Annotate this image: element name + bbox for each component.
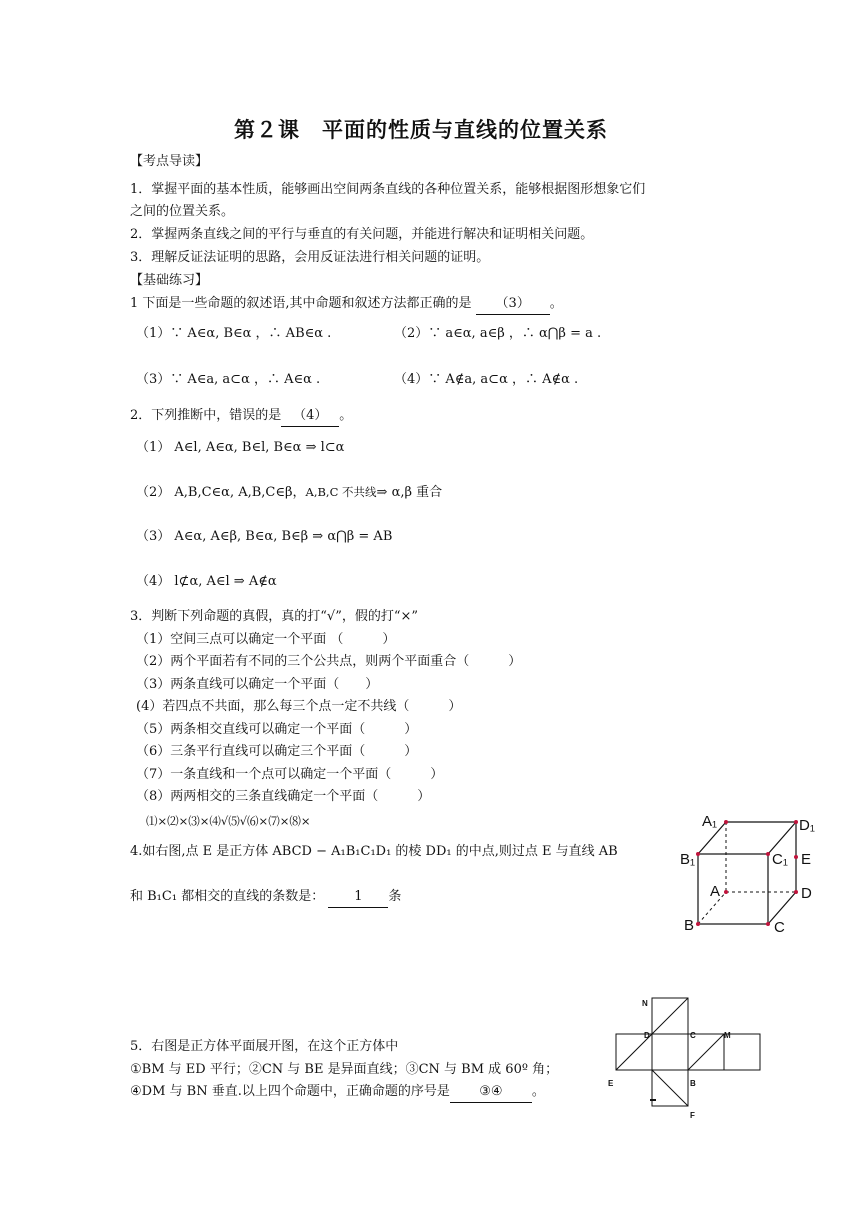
- q2-option-4: （4） l⊄α, A∈l ⇒ A∉α: [136, 574, 277, 589]
- q2-stem: [130, 406, 352, 427]
- guide-heading: 【考点导读】: [130, 154, 209, 169]
- net-label-e: E: [608, 1079, 614, 1088]
- label-a1: A₁: [702, 813, 718, 830]
- label-d1: D₁: [799, 817, 815, 834]
- q4-line-1: 4.如右图,点 E 是正方体 ABCD − A₁B₁C₁D₁ 的棱 DD₁ 的中点,则过点 E 与直线 AB: [130, 844, 618, 859]
- q1-option-3: （3）∵ A∈a, a⊂α ，∴ A∈α .: [136, 372, 321, 387]
- q1-option-4: （4）∵ A∉a, a⊂α ，∴ A∉α .: [394, 372, 579, 387]
- q3-item-4: (4）若四点不共面，那么每三个点一定不共线（ ）: [136, 699, 462, 714]
- q5-line-1: 5．右图是正方体平面展开图，在这个正方体中: [130, 1039, 399, 1054]
- net-label-d: D: [644, 1031, 650, 1040]
- q5-line-3-text: ④DM 与 BN 垂直.以上四个命题中，正确命题的序号是: [130, 1084, 450, 1099]
- q1-stem-text: 1 下面是一些命题的叙述语,其中命题和叙述方法都正确的是: [130, 296, 472, 311]
- guide-item-2: 2．掌握两条直线之间的平行与垂直的有关问题，并能进行解决和证明相关问题。: [130, 227, 594, 242]
- q3-answers: ⑴×⑵×⑶×⑷√⑸√⑹×⑺×⑻×: [146, 814, 311, 828]
- q3-item-1: （1）空间三点可以确定一个平面 （ ）: [136, 632, 396, 647]
- guide-item-3: 3．理解反证法证明的思路，会用反证法进行相关问题的证明。: [130, 250, 490, 265]
- q3-item-8: （8）两两相交的三条直线确定一个平面（ ）: [136, 789, 431, 804]
- cube-net-figure: [600, 990, 780, 1125]
- label-e: E: [801, 851, 812, 868]
- q2-option-2-note: A,B,C 不共线: [305, 485, 377, 499]
- q1-end: 。: [549, 296, 563, 311]
- q1-answer: （3）: [476, 294, 550, 315]
- q4-answer: 1: [328, 887, 388, 908]
- q1-stem: [130, 294, 563, 315]
- q4-line-2: [130, 887, 401, 908]
- net-label-f: F: [690, 1111, 695, 1120]
- q2-option-2-result: ⇒ α,β 重合: [376, 485, 443, 500]
- q2-stem-text: 2．下列推断中，错误的是: [130, 408, 282, 423]
- q5-line-3: [130, 1082, 545, 1103]
- q2-option-2: [136, 482, 442, 503]
- q5-answer: ③④: [450, 1082, 532, 1103]
- q3-item-3: （3）两条直线可以确定一个平面（ ）: [136, 677, 379, 692]
- q3-item-2: （2）两个平面若有不同的三个公共点，则两个平面重合（ ）: [136, 654, 522, 669]
- q3-item-7: （7）一条直线和一个点可以确定一个平面（ ）: [136, 767, 444, 782]
- label-d: D: [801, 885, 812, 902]
- q4-line-2-text: 和 B₁C₁ 都相交的直线的条数是：: [130, 889, 325, 904]
- label-a: A: [710, 883, 721, 900]
- label-b: B: [684, 917, 695, 934]
- q3-item-5: （5）两条相交直线可以确定一个平面（ ）: [136, 722, 418, 737]
- label-c1: C₁: [772, 851, 788, 868]
- q2-end: 。: [339, 408, 353, 423]
- page-title: 第２课 平面的性质与直线的位置关系: [234, 117, 608, 142]
- q2-option-2-formula: （2） A,B,C∈α, A,B,C∈β，: [136, 485, 306, 500]
- q5-end: 。: [531, 1084, 545, 1099]
- guide-item-1: 1．掌握平面的基本性质，能够画出空间两条直线的各种位置关系，能够根据图形想象它们: [130, 182, 646, 197]
- q2-answer: （4）: [281, 406, 339, 427]
- net-label-m: M: [724, 1031, 731, 1040]
- q1-option-2: （2）∵ a∈α, a∈β ，∴ α⋂β = a .: [394, 326, 602, 341]
- cube-front-face: [698, 854, 768, 924]
- net-label-b: B: [690, 1079, 696, 1088]
- label-c: C: [774, 919, 785, 936]
- q1-option-1: （1）∵ A∈α, B∈α ，∴ AB∈α .: [136, 326, 332, 341]
- q3-item-6: （6）三条平行直线可以确定三个平面（ ）: [136, 744, 418, 759]
- net-label-n: N: [642, 999, 648, 1008]
- q3-stem: 3．判断下列命题的真假，真的打“√”，假的打“×”: [130, 609, 419, 624]
- net-label-c: C: [690, 1031, 696, 1040]
- basic-heading: 【基础练习】: [130, 273, 209, 288]
- q4-end: 条: [388, 889, 402, 904]
- cube-figure: [676, 808, 826, 938]
- q2-option-1: （1） A∈l, A∈α, B∈l, B∈α ⇒ l⊂α: [136, 440, 345, 455]
- label-b1: B₁: [680, 851, 696, 868]
- q2-option-3: （3） A∈α, A∈β, B∈α, B∈β ⇒ α⋂β = AB: [136, 529, 393, 544]
- guide-item-1-cont: 之间的位置关系。: [130, 204, 235, 219]
- q5-line-2: ①BM 与 ED 平行；②CN 与 BE 是异面直线；③CN 与 BM 成 60º 角；: [130, 1062, 559, 1077]
